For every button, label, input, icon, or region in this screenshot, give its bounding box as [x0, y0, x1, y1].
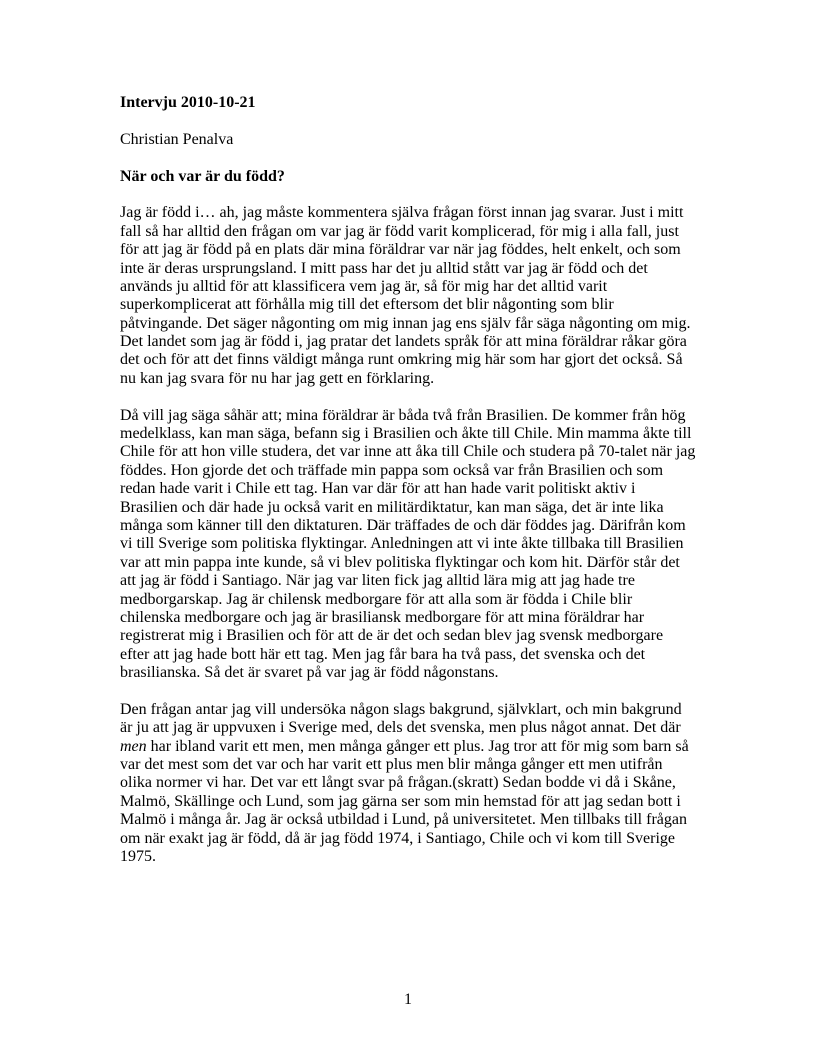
answer-paragraph-3 [120, 701, 712, 867]
paragraph-line: chilenska medborgare och jag är brasiliansk medborgare för att mina föräldrar har [120, 608, 645, 626]
paragraph-line: Jag är född i… ah, jag måste kommentera själva frågan först innan jag svarar. Just i mitt [120, 204, 684, 222]
paragraph-line: Brasilien och där hade ju också varit en militärdiktatur, kan man säga, det är inte lika [120, 498, 664, 516]
paragraph-line: om när exakt jag är född, då är jag född 1974, i Santiago, Chile och vi kom till Sverige [120, 829, 675, 847]
paragraph-line: superkomplicerat att förhålla mig till det eftersom det blir någonting som blir [120, 296, 614, 314]
paragraph-line: registrerat mig i Brasilien och för att de är det och sedan blev jag svensk medborgare [120, 627, 664, 645]
paragraph-line: föddes. Hon gjorde det och träffade min pappa som också var från Brasilien och som [120, 461, 664, 479]
paragraph-line: medelklass, kan man säga, befann sig i Brasilien och åkte till Chile. Min mamma åkte till [120, 425, 692, 443]
answer-paragraph-1 [120, 204, 712, 388]
interview-question: När och var är du född? [120, 167, 285, 185]
paragraph-line: medborgarskap. Jag är chilensk medborgare för att alla som är födda i Chile blir [120, 590, 633, 608]
author-name: Christian Penalva [120, 130, 234, 148]
paragraph-line: fall så har alltid den frågan om var jag är född varit komplicerad, för mig i alla fall, just [120, 222, 679, 240]
document-title: Intervju 2010-10-21 [120, 94, 256, 111]
paragraph-line: att jag är född i Santiago. När jag var liten fick jag alltid lära mig att jag hade tre [120, 572, 635, 590]
paragraph-line: 1975. [120, 848, 156, 866]
paragraph-line: olika normer vi har. Det var ett långt svar på frågan.(skratt) Sedan bodde vi då i Skåne, [120, 774, 676, 792]
paragraph-line: nu kan jag svara för nu har jag gett en förklaring. [120, 369, 435, 387]
paragraph-line: vi till Sverige som politiska flyktingar. Anledningen att vi inte åkte tillbaka till Brasilien [120, 535, 684, 553]
page-number: 1 [404, 991, 412, 1008]
spacer [120, 186, 712, 204]
paragraph-line [120, 738, 712, 756]
paragraph-line: Då vill jag säga såhär att; mina föräldrar är båda två från Brasilien. De kommer från hög [120, 406, 686, 424]
emphasized-word: men [120, 737, 147, 755]
paragraph-line: många som känner till den diktaturen. Där träffades de och där föddes jag. Därifrån kom [120, 516, 686, 534]
paragraph-line: Den frågan antar jag vill undersöka någon slags bakgrund, självklart, och min bakgrund [120, 700, 682, 718]
paragraph-line: redan hade varit i Chile ett tag. Han var där för att han hade varit politiskt aktiv i [120, 480, 636, 498]
document-body [120, 94, 712, 866]
paragraph-line: var det mest som det var och har varit ett plus men blir många gånger ett men utifrån [120, 756, 663, 774]
paragraph-line: Det landet som jag är född i, jag pratar det landets språk för att mina föräldrar råkar göra [120, 333, 687, 351]
paragraph-line: Chile för att hon ville studera, det var inne att åka till Chile och studera på 70-talet när jag [120, 443, 696, 461]
paragraph-line: var att min pappa inte kunde, så vi blev politiska flyktingar och kom hit. Därför står det [120, 553, 680, 571]
paragraph-line: påtvingande. Det säger någonting om mig innan jag ens själv får säga någonting om mig. [120, 314, 691, 332]
paragraph-line: brasilianska. Så det är svaret på var jag är född någonstans. [120, 664, 499, 682]
paragraph-line: för att jag är född på en plats där mina föräldrar var när jag föddes, helt enkelt, och som [120, 241, 681, 259]
spacer [120, 149, 712, 167]
paragraph-line: Malmö i många år. Jag är också utbildad i Lund, på universitetet. Men tillbaks till frågan [120, 811, 687, 829]
paragraph-line: är ju att jag är uppvuxen i Sverige med, dels det svenska, men plus något annat. Det där [120, 719, 681, 737]
paragraph-line-rest: har ibland varit ett men, men många gånger ett plus. Jag tror att för mig som barn så [146, 737, 689, 755]
spacer [120, 112, 712, 130]
spacer [120, 388, 712, 406]
paragraph-line: inte är deras ursprungsland. I mitt pass har det ju alltid stått var jag är född och det [120, 259, 648, 277]
paragraph-line: används ju alltid för att klassificera vem jag är, så för mig har det alltid varit [120, 277, 608, 295]
paragraph-line: det och för att det finns väldigt många runt omkring mig här som har gjort det också. Så [120, 351, 683, 369]
spacer [120, 683, 712, 701]
answer-paragraph-2 [120, 407, 712, 683]
paragraph-line: efter att jag hade bott här ett tag. Men jag får bara ha två pass, det svenska och det [120, 645, 646, 663]
paragraph-line: Malmö, Skällinge och Lund, som jag gärna ser som min hemstad för att jag sedan bott i [120, 792, 681, 810]
